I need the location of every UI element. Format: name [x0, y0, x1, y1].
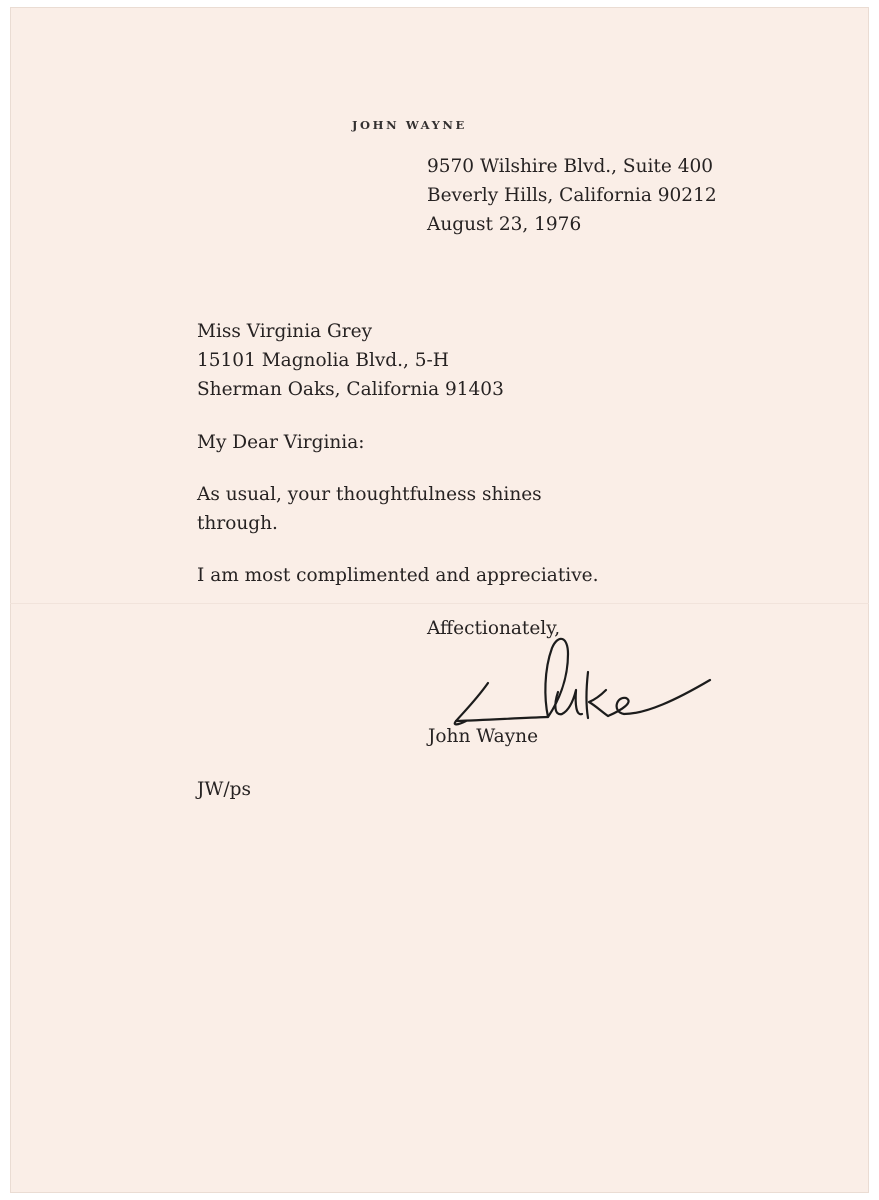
valediction: Affectionately,: [427, 618, 561, 639]
body-paragraph-1-line-1: As usual, your thoughtfulness shines: [197, 484, 542, 505]
sender-address-line1: 9570 Wilshire Blvd., Suite 400: [427, 156, 714, 177]
recipient-street: 15101 Magnolia Blvd., 5-H: [197, 350, 449, 371]
signature-stroke-k-arm: [589, 690, 608, 716]
signature-stroke-initial: [455, 683, 488, 724]
signature-stroke-d-loop: [545, 639, 568, 717]
signature-stroke-base: [456, 717, 548, 721]
letterhead-name: JOHN WAYNE: [352, 118, 467, 132]
body-paragraph-1: [197, 480, 542, 538]
body-paragraph-1-line-2: through.: [197, 513, 278, 534]
reference-initials: JW/ps: [197, 779, 252, 800]
salutation: My Dear Virginia:: [197, 432, 365, 453]
recipient-city: Sherman Oaks, California 91403: [197, 379, 504, 400]
body-paragraph-2: I am most complimented and appreciative.: [197, 565, 599, 586]
letter-date: August 23, 1976: [427, 214, 582, 235]
fold-crease: [10, 603, 869, 604]
sender-address-line2: Beverly Hills, California 90212: [427, 185, 717, 206]
recipient-address-block: [197, 317, 504, 404]
sender-address-block: [427, 152, 717, 239]
typed-signer-name: John Wayne: [428, 726, 539, 747]
signature-stroke-k-stem: [587, 672, 589, 718]
signature-stroke-e-tail: [608, 680, 710, 716]
recipient-name: Miss Virginia Grey: [197, 321, 373, 342]
